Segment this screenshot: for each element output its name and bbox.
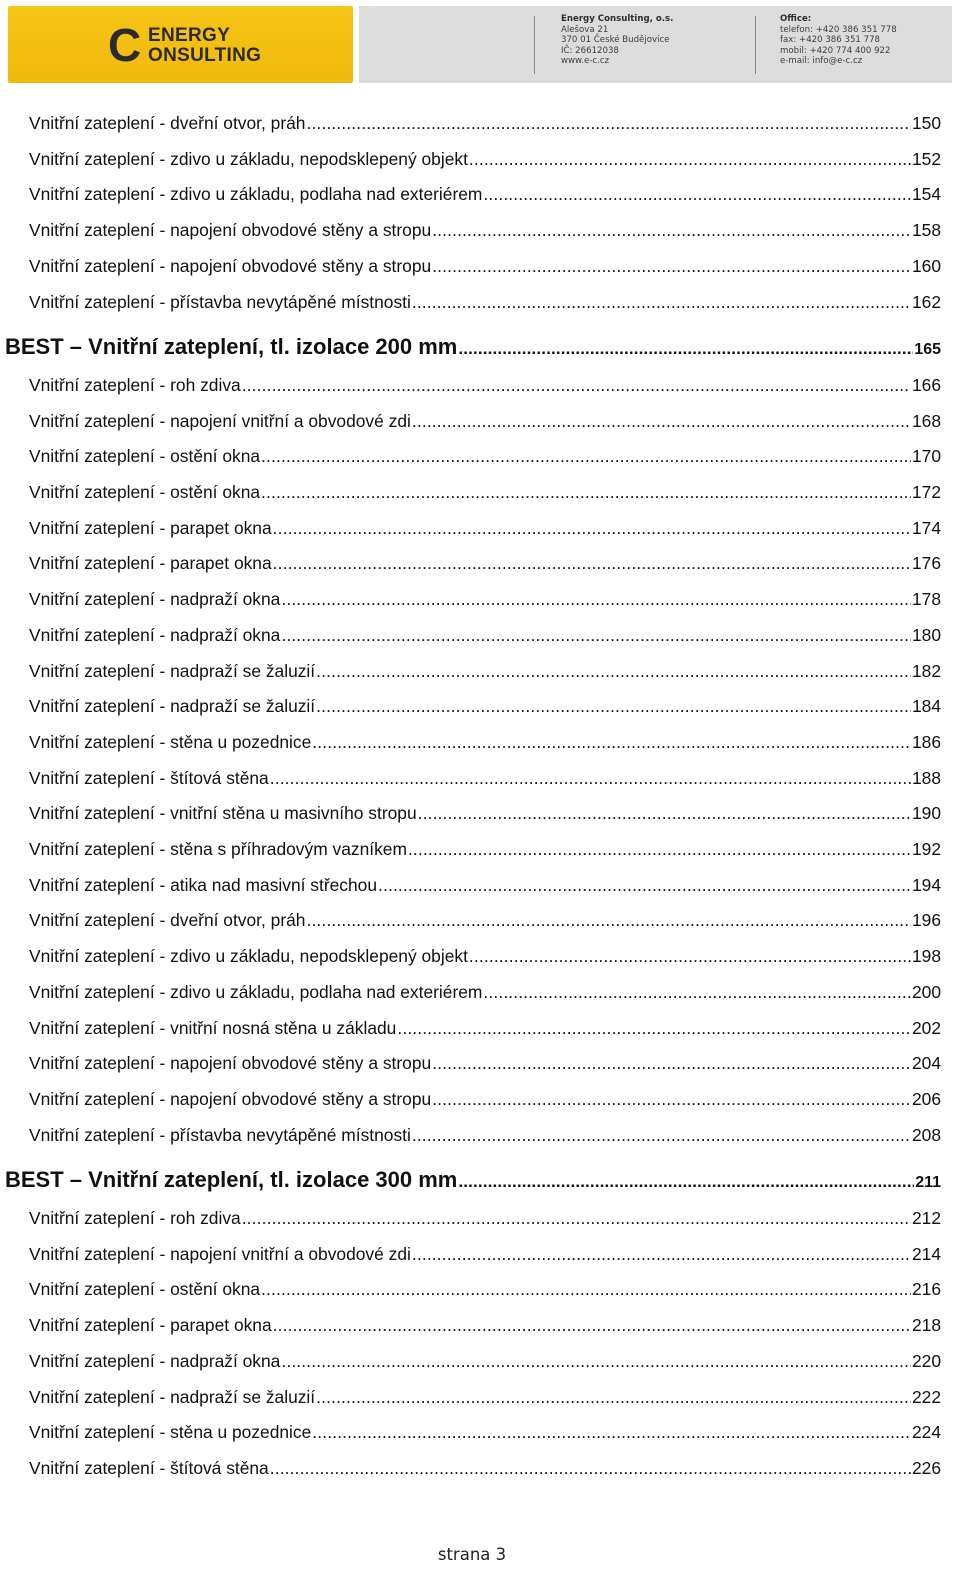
toc-page-number: 150 [911,113,941,133]
logo-wordmark [108,19,262,71]
toc-entry[interactable] [29,146,941,172]
dot-leader [281,622,911,648]
toc-entry-title: Vnitřní zateplení - parapet okna [29,517,272,538]
office-contacts [780,14,897,67]
dot-leader [281,1348,911,1374]
toc-entry-title: Vnitřní zateplení - parapet okna [29,553,272,574]
dot-leader [261,1276,911,1302]
toc-entry[interactable] [29,443,941,469]
toc-entry[interactable] [29,836,941,862]
address-line: 370 01 České Budějovice [561,35,670,46]
toc-entry-title: BEST – Vnitřní zateplení, tl. izolace 200 mm [5,334,458,360]
toc-entry-title: Vnitřní zateplení - atika nad masivní střechou [29,874,377,895]
page-number: strana 3 [437,1545,507,1564]
toc-entry-title: Vnitřní zateplení - napojení obvodové stěny a stropu [29,1088,432,1109]
toc-entry[interactable] [29,693,941,719]
toc-page-number: 198 [911,946,941,967]
toc-page-number: 192 [911,839,941,859]
toc-entry-title: Vnitřní zateplení - zdivo u základu, nepodsklepený objekt [29,946,468,967]
dot-leader [378,872,911,898]
toc-entry-title: Vnitřní zateplení - stěna s příhradovým vazníkem [29,839,407,859]
company-logo [8,6,353,83]
dot-leader [458,1164,914,1196]
toc-entry[interactable] [29,289,941,315]
toc-page-number: 214 [911,1243,941,1264]
toc-entry[interactable] [29,1086,941,1112]
toc-entry-title: Vnitřní zateplení - zdivo u základu, nepodsklepený objekt [29,148,468,169]
toc-entry-title: Vnitřní zateplení - zdivo u základu, podlaha nad exteriérem [29,184,483,205]
letterhead [8,6,952,83]
dot-leader [273,1312,911,1338]
dot-leader [273,550,911,576]
toc-entry[interactable] [29,1205,941,1231]
fax: fax: +420 386 351 778 [780,35,881,46]
toc-entry-title: Vnitřní zateplení - dveřní otvor, práh [29,113,306,133]
toc-page-number: 202 [911,1017,941,1038]
toc-page-number: 211 [915,1174,941,1192]
toc-page-number: 182 [911,660,941,681]
dot-leader [432,217,911,243]
toc-page-number: 170 [911,446,941,467]
toc-page-number: 165 [914,341,941,359]
dot-leader [306,110,911,136]
toc-entry-title: Vnitřní zateplení - roh zdiva [29,1208,241,1228]
toc-entry-title: Vnitřní zateplení - napojení vnitřní a obvodové zdi [29,1243,411,1264]
toc-page-number: 200 [911,981,941,1002]
divider [534,16,535,74]
office-title: Office: [780,14,812,24]
website: www.e-c.cz [561,56,610,67]
toc-page-number: 218 [911,1315,941,1336]
toc-page-number: 196 [911,910,941,931]
toc-entry[interactable] [29,1348,941,1374]
toc-entry[interactable] [29,550,941,576]
toc-entry[interactable] [29,872,941,898]
toc-page-number: 166 [911,374,941,395]
toc-entry[interactable] [29,372,941,398]
divider [755,16,756,74]
toc-entry-title: Vnitřní zateplení - napojení obvodové stěny a stropu [29,255,432,276]
toc-entry-title: Vnitřní zateplení - nadpraží okna [29,1350,281,1371]
toc-entry[interactable] [29,658,941,684]
mobile: mobil: +420 774 400 922 [780,45,891,56]
dot-leader [469,943,911,969]
dot-leader [412,408,911,434]
dot-leader [412,289,911,315]
toc-page-number: 160 [911,255,941,276]
toc-entry[interactable] [29,907,941,933]
dot-leader [316,658,911,684]
toc-entry-title: Vnitřní zateplení - ostění okna [29,1279,261,1300]
dot-leader [312,1419,911,1445]
toc-entry[interactable] [29,765,941,791]
dot-leader [432,253,911,279]
dot-leader [281,586,911,612]
toc-entry-title: Vnitřní zateplení - přístavba nevytápěné místnosti [29,291,411,312]
dot-leader [483,181,911,207]
dot-leader [397,1015,911,1041]
toc-section-heading[interactable] [5,1164,941,1196]
dot-leader [312,729,911,755]
toc-entry-title: Vnitřní zateplení - napojení obvodové stěny a stropu [29,1053,432,1074]
toc-page-number: 154 [911,184,941,205]
company-name: Energy Consulting, o.s. [561,14,674,24]
dot-leader [316,693,911,719]
dot-leader [242,372,911,398]
toc-entry[interactable] [29,622,941,648]
toc-entry[interactable] [29,586,941,612]
toc-entry-title: Vnitřní zateplení - nadpraží se žaluzií [29,696,316,717]
dot-leader [418,800,911,826]
toc-entry-title: Vnitřní zateplení - roh zdiva [29,374,241,395]
toc-entry-title: Vnitřní zateplení - nadpraží okna [29,589,281,610]
dot-leader [306,907,911,933]
toc-page-number: 222 [911,1386,941,1407]
dot-leader [270,1455,911,1481]
toc-entry-title: Vnitřní zateplení - ostění okna [29,482,261,502]
company-address [561,14,673,67]
toc-entry[interactable] [29,408,941,434]
toc-entry[interactable] [29,181,941,207]
toc-entry[interactable] [29,110,941,136]
address-line: IČ: 26612038 [561,45,619,56]
logo-c: C [108,19,142,71]
toc-page-number: 194 [911,874,941,895]
toc-entry[interactable] [29,515,941,541]
contact-panel [359,6,952,83]
toc-entry-title: Vnitřní zateplení - stěna u pozednice [29,1422,312,1443]
toc-page-number: 186 [911,731,941,752]
toc-entry-title: Vnitřní zateplení - napojení obvodové stěny a stropu [29,220,432,241]
dot-leader [432,1086,911,1112]
toc-entry-title: Vnitřní zateplení - dveřní otvor, práh [29,910,306,931]
logo-line-1: ENERGY [148,25,231,46]
toc-entry-title: Vnitřní zateplení - parapet okna [29,1315,272,1336]
toc-entry-title: Vnitřní zateplení - štítová stěna [29,767,269,788]
toc-entry-title: Vnitřní zateplení - stěna u pozednice [29,731,312,752]
toc-page-number: 158 [911,220,941,241]
toc-entry-title: Vnitřní zateplení - nadpraží okna [29,624,281,645]
toc-entry[interactable] [29,1050,941,1076]
toc-page-number: 174 [911,517,941,538]
toc-entry-title: Vnitřní zateplení - přístavba nevytápěné místnosti [29,1124,411,1145]
toc-page-number: 176 [911,553,941,574]
toc-entry[interactable] [29,1455,941,1481]
toc-entry[interactable] [29,1241,941,1267]
dot-leader [483,979,911,1005]
dot-leader [412,1122,911,1148]
dot-leader [273,515,911,541]
toc-page-number: 172 [911,482,941,502]
dot-leader [469,146,911,172]
dot-leader [432,1050,911,1076]
dot-leader [261,443,911,469]
toc-entry[interactable] [29,217,941,243]
toc-entry[interactable] [29,943,941,969]
toc-entry-title: Vnitřní zateplení - vnitřní stěna u masivního stropu [29,803,417,824]
toc-page-number: 224 [911,1422,941,1443]
toc-entry[interactable] [29,1312,941,1338]
dot-leader [242,1205,911,1231]
toc-page-number: 162 [911,291,941,312]
toc-page-number: 168 [911,410,941,431]
address-line: Alešova 21 [561,24,609,35]
toc-page-number: 206 [911,1088,941,1109]
toc-entry-title: Vnitřní zateplení - zdivo u základu, podlaha nad exteriérem [29,981,483,1002]
toc-entry-title: Vnitřní zateplení - vnitřní nosná stěna u základu [29,1017,397,1038]
toc-page-number: 226 [911,1457,941,1478]
dot-leader [458,331,913,363]
dot-leader [408,836,911,862]
dot-leader [261,479,911,505]
toc-entry-title: Vnitřní zateplení - nadpraží se žaluzií [29,1386,316,1407]
toc-page-number: 178 [911,589,941,610]
toc-entry[interactable] [29,800,941,826]
toc-entry[interactable] [29,979,941,1005]
toc-page-number: 180 [911,624,941,645]
logo-line-2: ONSULTING [148,45,262,66]
toc-entry-title: Vnitřní zateplení - napojení vnitřní a obvodové zdi [29,410,411,431]
toc-entry[interactable] [29,479,941,505]
toc-page-number: 188 [911,767,941,788]
toc-page-number: 216 [911,1279,941,1300]
toc-entry[interactable] [29,253,941,279]
toc-entry[interactable] [29,1384,941,1410]
toc-entry-title: Vnitřní zateplení - nadpraží se žaluzií [29,660,316,681]
email: e-mail: info@e-c.cz [780,56,863,67]
toc-entry[interactable] [29,1015,941,1041]
toc-entry-title: BEST – Vnitřní zateplení, tl. izolace 300 mm [5,1167,458,1193]
toc-page-number: 204 [911,1053,941,1074]
toc-page-number: 208 [911,1124,941,1145]
toc-entry[interactable] [29,1122,941,1148]
dot-leader [316,1384,911,1410]
phone: telefon: +420 386 351 778 [780,24,897,35]
dot-leader [270,765,911,791]
dot-leader [412,1241,911,1267]
toc-page-number: 152 [911,148,941,169]
toc-entry[interactable] [29,729,941,755]
toc-page-number: 220 [911,1350,941,1371]
toc-entry[interactable] [29,1276,941,1302]
toc-page-number: 212 [911,1208,941,1228]
toc-section-heading[interactable] [5,331,941,363]
toc-entry-title: Vnitřní zateplení - štítová stěna [29,1457,269,1478]
toc-page-number: 190 [911,803,941,824]
toc-entry[interactable] [29,1419,941,1445]
toc-page-number: 184 [911,696,941,717]
toc-entry-title: Vnitřní zateplení - ostění okna [29,446,261,467]
